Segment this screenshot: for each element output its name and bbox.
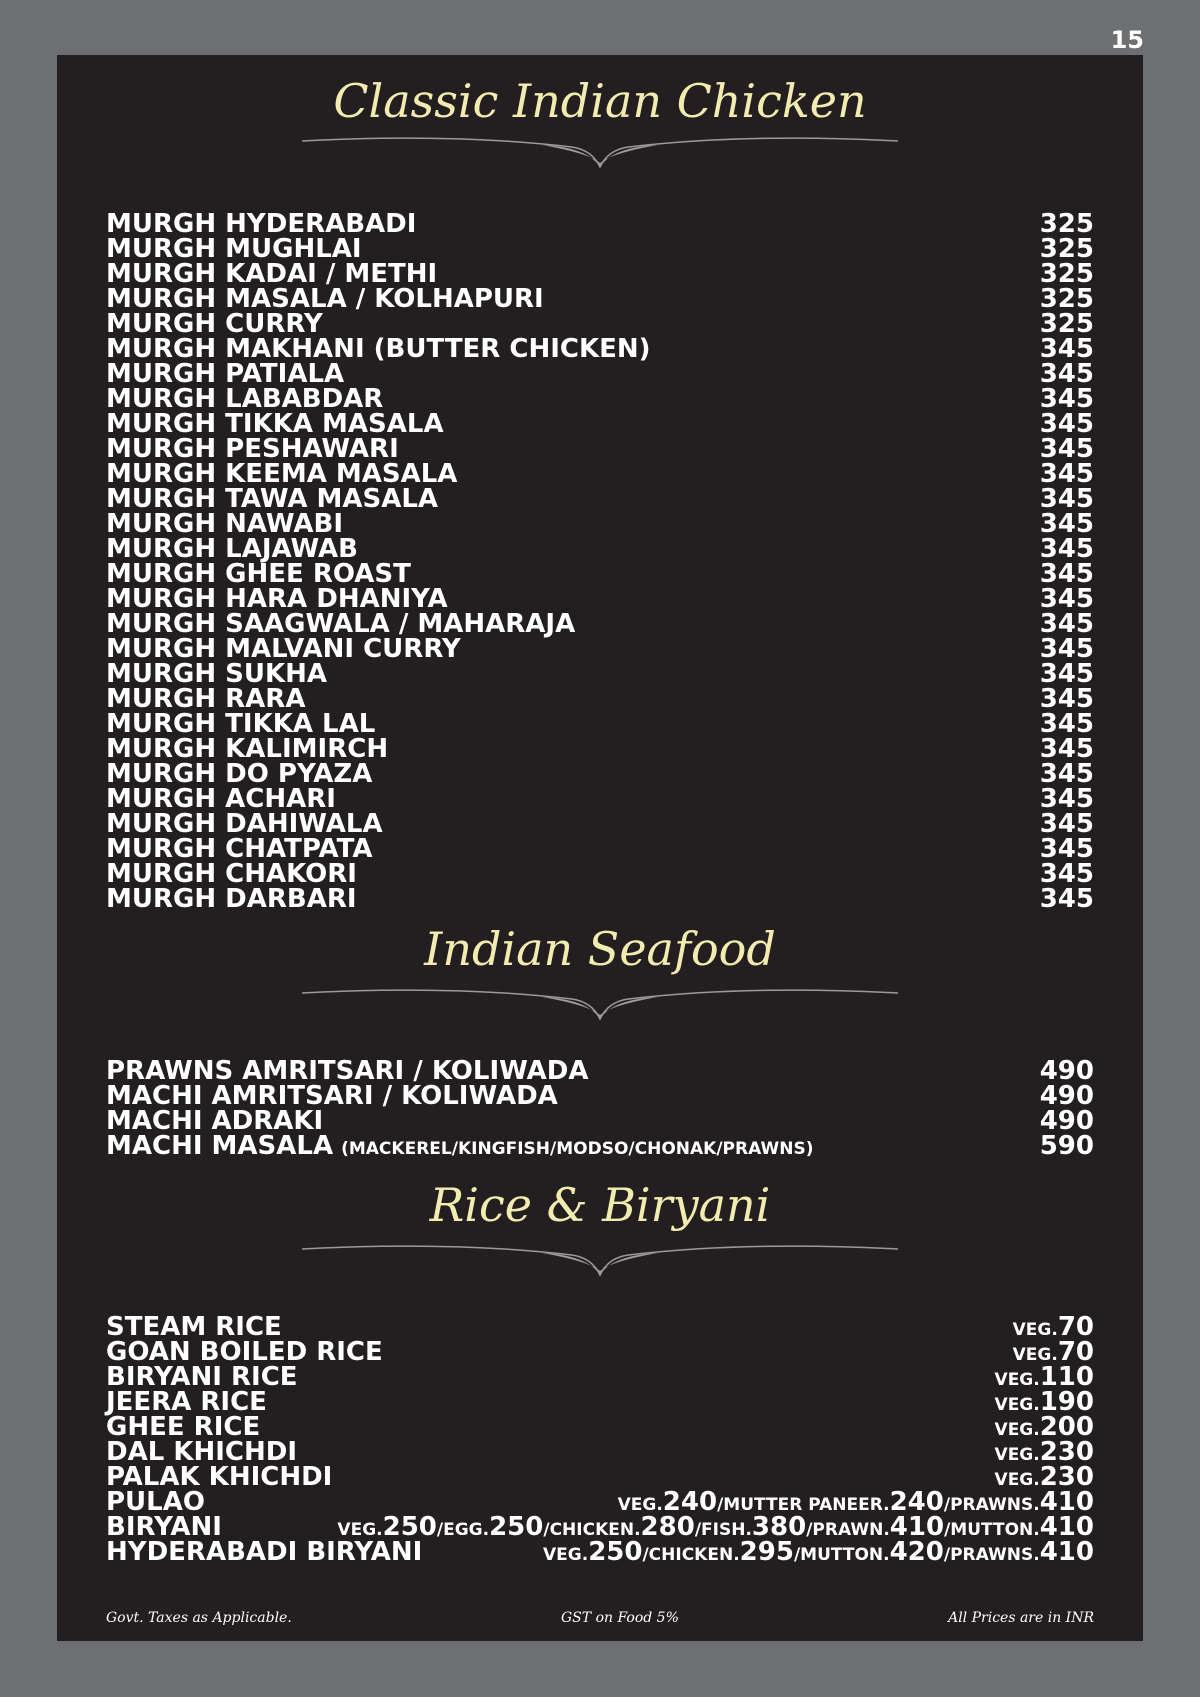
- menu-item-name: MURGH TIKKA LAL: [106, 709, 376, 739]
- menu-item-price-group: [543, 1537, 1094, 1568]
- menu-item-name: MURGH PESHAWARI: [106, 434, 399, 464]
- price-value: 250: [382, 1512, 437, 1542]
- price-label: VEG.: [1012, 1345, 1058, 1365]
- menu-item-price: 490: [1039, 1081, 1094, 1111]
- menu-item-price: 345: [1039, 709, 1094, 739]
- price-label: /PRAWNS.: [943, 1495, 1040, 1515]
- menu-item-row: [106, 1537, 1094, 1567]
- price-value: 250: [489, 1512, 544, 1542]
- menu-item-name: MURGH DARBARI: [106, 884, 357, 914]
- menu-item-name: MURGH KADAI / METHI: [106, 259, 438, 289]
- ornament-divider: [302, 1241, 898, 1281]
- price-value: 230: [1039, 1462, 1094, 1492]
- price-label: /MUTTON.: [793, 1545, 890, 1565]
- menu-item-price: 345: [1039, 609, 1094, 639]
- menu-item-price: 345: [1039, 734, 1094, 764]
- menu-item-name: MURGH LAJAWAB: [106, 534, 358, 564]
- menu-item-price: 490: [1039, 1106, 1094, 1136]
- menu-item-name-group: [106, 1131, 814, 1162]
- price-label: VEG.: [994, 1445, 1040, 1465]
- menu-item-name: BIRYANI RICE: [106, 1362, 298, 1392]
- price-label: /PRAWN.: [806, 1520, 890, 1540]
- price-label: VEG.: [994, 1395, 1040, 1415]
- menu-item-row: [106, 884, 1094, 914]
- menu-item-name: MURGH ACHARI: [106, 784, 336, 814]
- menu-item-name: GHEE RICE: [106, 1412, 261, 1442]
- price-value: 410: [1039, 1512, 1094, 1542]
- menu-item-price: 345: [1039, 334, 1094, 364]
- menu-item-price: 345: [1039, 559, 1094, 589]
- menu-item-name: MURGH KALIMIRCH: [106, 734, 389, 764]
- price-label: VEG.: [994, 1470, 1040, 1490]
- menu-item-price: 325: [1039, 309, 1094, 339]
- menu-item-name: GOAN BOILED RICE: [106, 1337, 383, 1367]
- menu-item-price: 345: [1039, 684, 1094, 714]
- price-value: 200: [1039, 1412, 1094, 1442]
- menu-item-price: 345: [1039, 784, 1094, 814]
- ornament-divider: [302, 985, 898, 1025]
- page-number: 15: [1110, 26, 1144, 54]
- menu-item-row: [106, 1131, 1094, 1161]
- menu-item-name: MURGH TIKKA MASALA: [106, 409, 444, 439]
- section-title-chicken: Classic Indian Chicken: [333, 74, 867, 128]
- section-title-seafood: Indian Seafood: [424, 922, 776, 976]
- menu-item-name: DAL KHICHDI: [106, 1437, 298, 1467]
- menu-item-name: MURGH DAHIWALA: [106, 809, 383, 839]
- price-label: VEG.: [1012, 1320, 1058, 1340]
- menu-item-name: MURGH PATIALA: [106, 359, 345, 389]
- menu-item-name: MURGH NAWABI: [106, 509, 343, 539]
- footer-currency-note: All Prices are in INR: [948, 1610, 1094, 1626]
- menu-item-row: [106, 1487, 1094, 1517]
- seafood-menu-list: [106, 1056, 1094, 1161]
- menu-item-name: MURGH MAKHANI (BUTTER CHICKEN): [106, 334, 651, 364]
- price-value: 295: [739, 1537, 794, 1567]
- price-label: VEG.: [994, 1370, 1040, 1390]
- ornament-divider: [302, 133, 898, 173]
- menu-item-row: [106, 1462, 1094, 1492]
- menu-item-name: STEAM RICE: [106, 1312, 282, 1342]
- price-value: 70: [1057, 1337, 1094, 1367]
- menu-item-name: MURGH SAAGWALA / MAHARAJA: [106, 609, 576, 639]
- menu-item-price: 325: [1039, 284, 1094, 314]
- footer-taxes-note: Govt. Taxes as Applicable.: [106, 1610, 292, 1626]
- price-label: /MUTTER PANEER.: [717, 1495, 890, 1515]
- menu-item-price: 345: [1039, 434, 1094, 464]
- menu-item-price: 490: [1039, 1056, 1094, 1086]
- footer-gst-note: GST on Food 5%: [561, 1610, 679, 1626]
- price-label: VEG.: [994, 1420, 1040, 1440]
- menu-item-name: MURGH KEEMA MASALA: [106, 459, 458, 489]
- menu-item-price-group: [337, 1512, 1094, 1543]
- menu-item-name: MACHI ADRAKI: [106, 1106, 324, 1136]
- menu-item-name: PALAK KHICHDI: [106, 1462, 333, 1492]
- price-label: VEG.: [337, 1520, 383, 1540]
- menu-item-name: MURGH TAWA MASALA: [106, 484, 439, 514]
- price-value: 280: [640, 1512, 695, 1542]
- price-label: /FISH.: [694, 1520, 752, 1540]
- menu-item-price: 345: [1039, 859, 1094, 889]
- menu-item-price: 345: [1039, 834, 1094, 864]
- menu-item-name: BIRYANI: [106, 1512, 222, 1542]
- menu-item-name: MURGH MUGHLAI: [106, 234, 362, 264]
- menu-item-name: MURGH MASALA / KOLHAPURI: [106, 284, 544, 314]
- menu-item-name: MURGH CHATPATA: [106, 834, 373, 864]
- menu-item-name: MURGH HYDERABADI: [106, 209, 417, 239]
- menu-item-name: MURGH MALVANI CURRY: [106, 634, 461, 664]
- price-value: 240: [889, 1487, 944, 1517]
- price-label: /PRAWNS.: [943, 1545, 1040, 1565]
- footer: [106, 1610, 1094, 1626]
- price-label: /CHICKEN.: [543, 1520, 641, 1540]
- menu-item-name: MURGH DO PYAZA: [106, 759, 373, 789]
- price-value: 240: [662, 1487, 718, 1517]
- section-title-rice: Rice & Biryani: [429, 1178, 771, 1232]
- menu-item-name: MURGH SUKHA: [106, 659, 328, 689]
- menu-item-name: JEERA RICE: [106, 1387, 267, 1417]
- price-value: 410: [1039, 1487, 1094, 1517]
- menu-item-price: 345: [1039, 509, 1094, 539]
- price-value: 110: [1039, 1362, 1094, 1392]
- menu-item-note: (MACKEREL/KINGFISH/MODSO/CHONAK/PRAWNS): [341, 1139, 814, 1159]
- menu-item-price: 345: [1039, 584, 1094, 614]
- menu-item-price: 325: [1039, 234, 1094, 264]
- price-value: 410: [889, 1512, 945, 1542]
- menu-item-name: MACHI MASALA: [106, 1131, 334, 1161]
- menu-item-price: 345: [1039, 409, 1094, 439]
- menu-item-name: MURGH RARA: [106, 684, 306, 714]
- menu-item-price: 345: [1039, 534, 1094, 564]
- price-label: /EGG.: [436, 1520, 490, 1540]
- price-label: VEG.: [543, 1545, 589, 1565]
- price-value: 190: [1039, 1387, 1094, 1417]
- menu-item-price: 345: [1039, 384, 1094, 414]
- menu-item-name: MURGH GHEE ROAST: [106, 559, 411, 589]
- price-value: 230: [1039, 1437, 1094, 1467]
- price-value: 70: [1057, 1312, 1094, 1342]
- menu-item-name: HYDERABADI BIRYANI: [106, 1537, 423, 1567]
- menu-item-name: MURGH CURRY: [106, 309, 323, 339]
- price-label: /MUTTON.: [944, 1520, 1040, 1540]
- menu-item-price: 345: [1039, 359, 1094, 389]
- price-value: 250: [588, 1537, 643, 1567]
- menu-panel: [57, 55, 1143, 1641]
- menu-item-price: 345: [1039, 759, 1094, 789]
- price-label: /CHICKEN.: [642, 1545, 740, 1565]
- rice-menu-list: [106, 1312, 1094, 1567]
- menu-item-price: 590: [1039, 1131, 1094, 1161]
- menu-item-name: PULAO: [106, 1487, 205, 1517]
- menu-item-price: 345: [1039, 809, 1094, 839]
- menu-item-price: 345: [1039, 484, 1094, 514]
- menu-item-price: 345: [1039, 634, 1094, 664]
- menu-item-name: MACHI AMRITSARI / KOLIWADA: [106, 1081, 558, 1111]
- menu-item-price: 345: [1039, 884, 1094, 914]
- price-value: 420: [889, 1537, 944, 1567]
- menu-item-price: 345: [1039, 659, 1094, 689]
- menu-item-name: MURGH CHAKORI: [106, 859, 357, 889]
- menu-item-price: 325: [1039, 209, 1094, 239]
- menu-item-name: MURGH HARA DHANIYA: [106, 584, 448, 614]
- chicken-menu-list: [106, 209, 1094, 914]
- price-label: VEG.: [617, 1495, 663, 1515]
- price-value: 410: [1039, 1537, 1094, 1567]
- menu-item-name: PRAWNS AMRITSARI / KOLIWADA: [106, 1056, 589, 1086]
- price-value: 380: [751, 1512, 807, 1542]
- menu-item-name: MURGH LABABDAR: [106, 384, 384, 414]
- menu-item-price: 345: [1039, 459, 1094, 489]
- menu-item-price: 325: [1039, 259, 1094, 289]
